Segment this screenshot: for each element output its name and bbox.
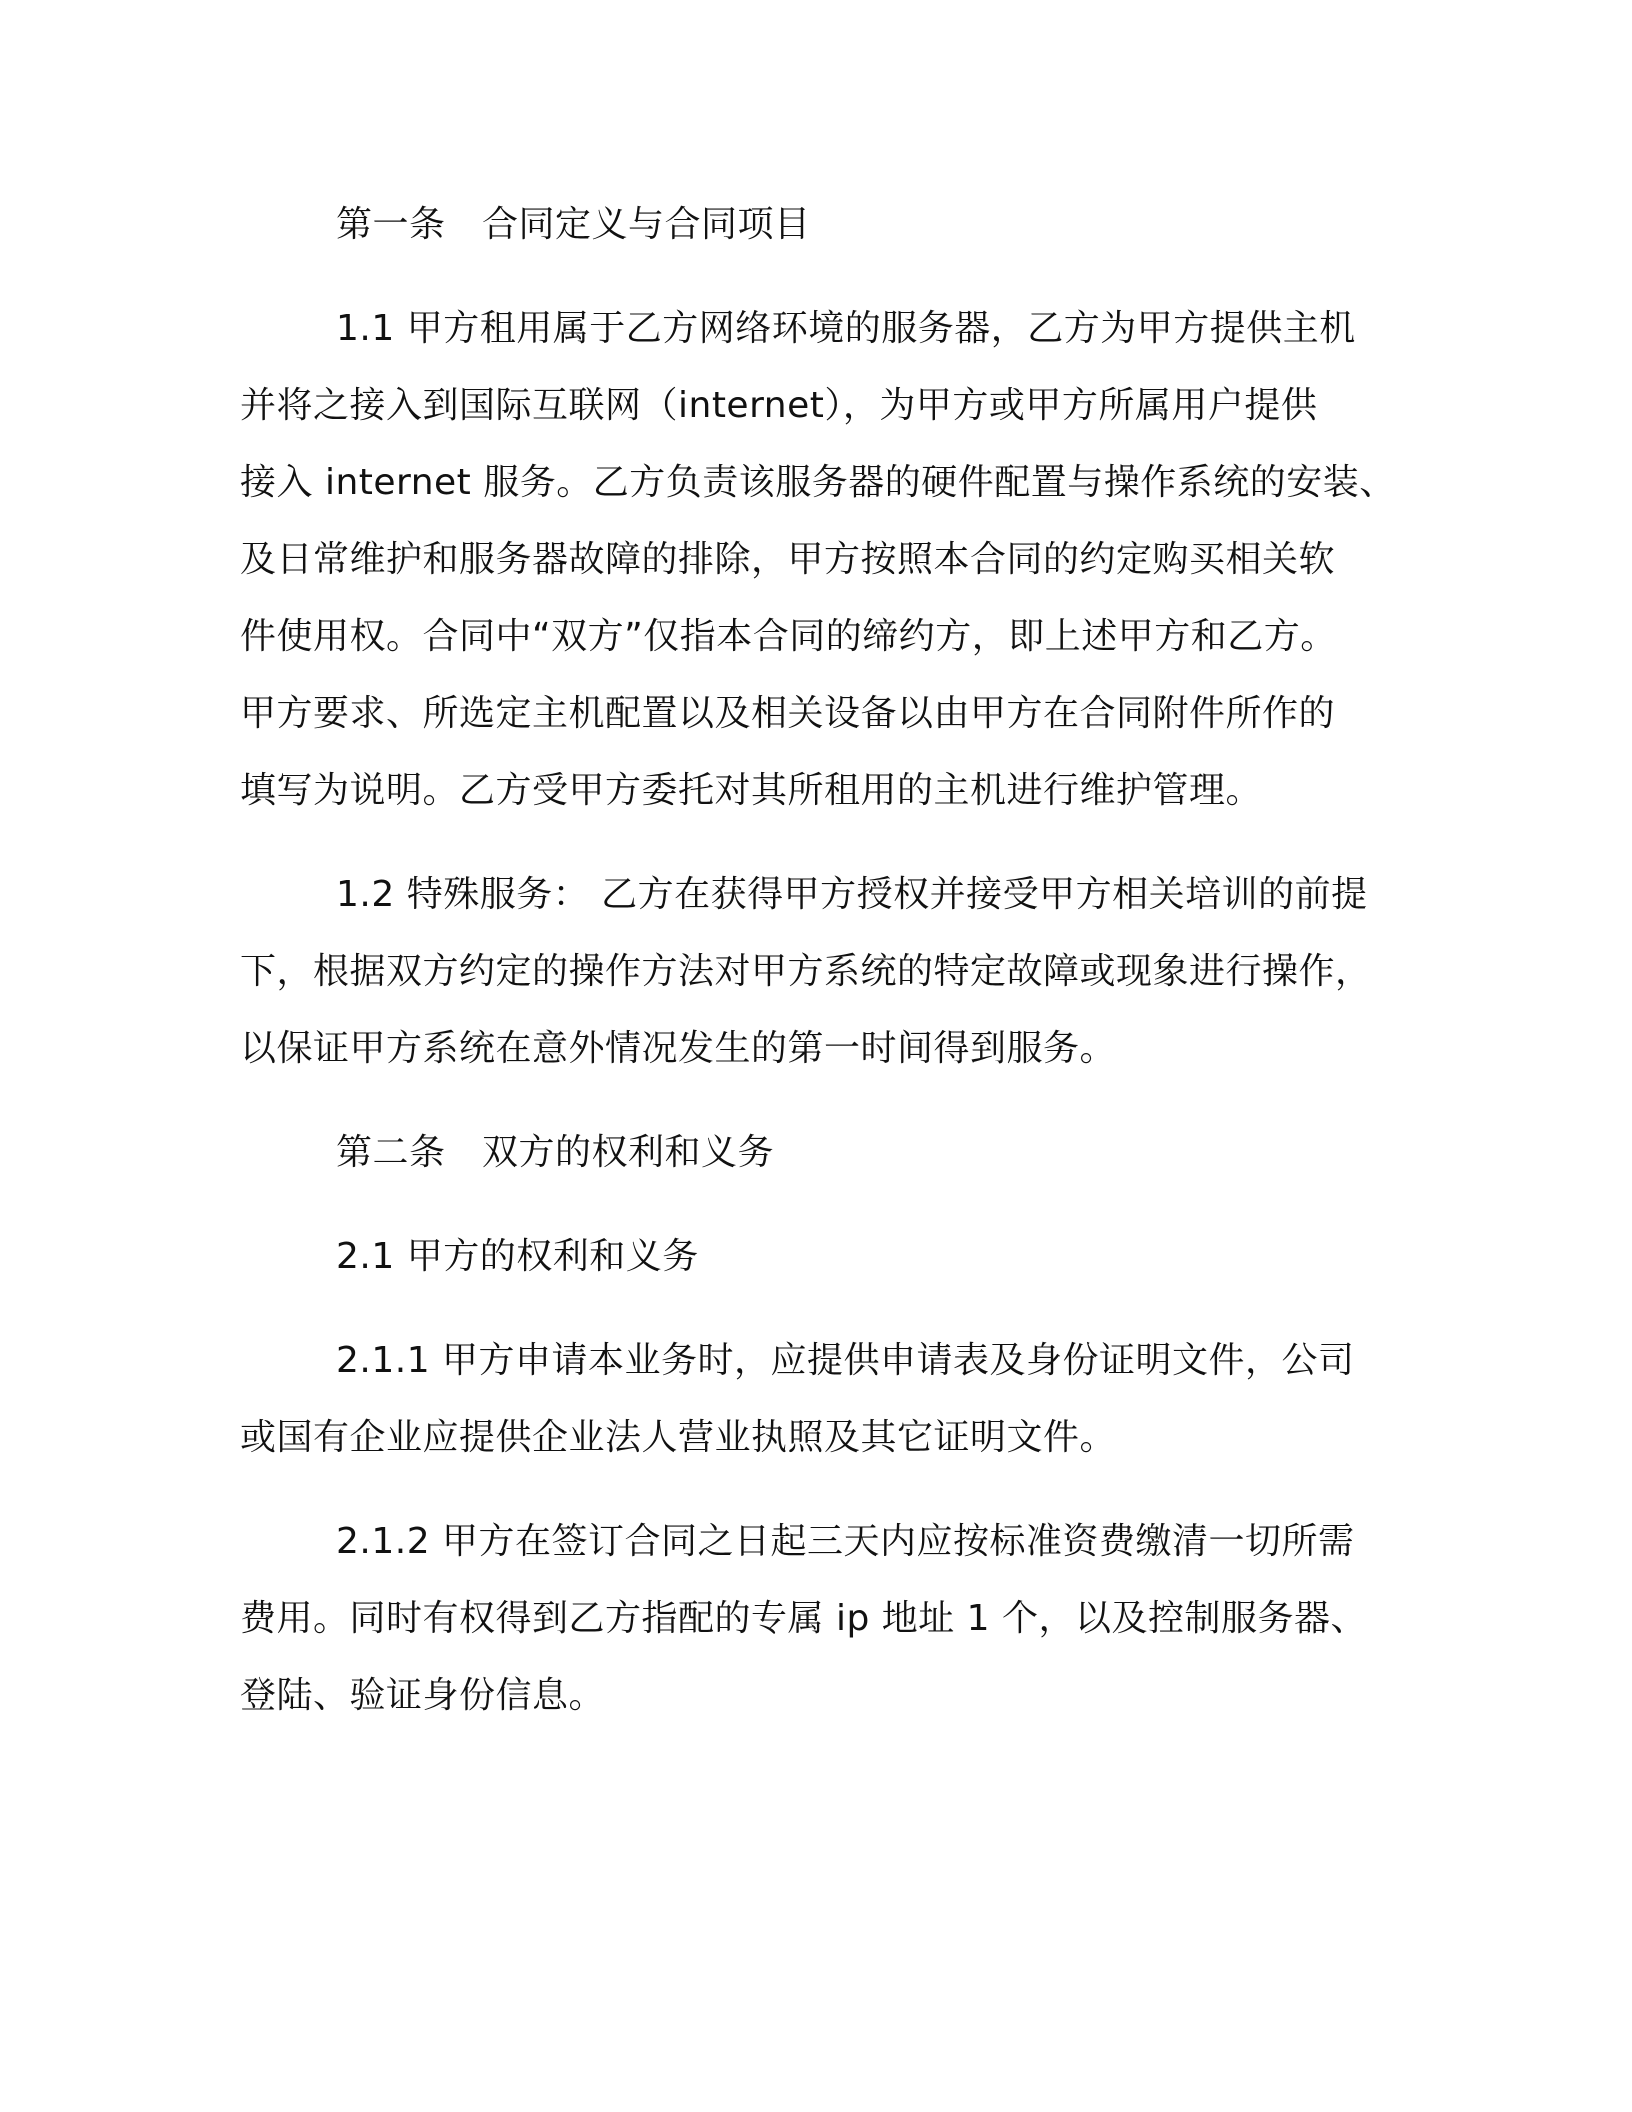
text-line: 及日常维护和服务器故障的排除，甲方按照本合同的约定购买相关软 <box>240 539 1336 580</box>
clause-2-1-2 <box>240 1503 1390 1734</box>
clause-2-1-1 <box>240 1322 1390 1476</box>
text-line: 第一条 合同定义与合同项目 <box>336 204 811 245</box>
text-line: 下，根据双方约定的操作方法对甲方系统的特定故障或现象进行操作， <box>240 951 1372 992</box>
text-line: 接入 internet 服务。乙方负责该服务器的硬件配置与操作系统的安装、 <box>240 462 1396 503</box>
text-line: 费用。同时有权得到乙方指配的专属 ip 地址 1 个，以及控制服务器、 <box>240 1598 1368 1639</box>
text-line: 登陆、验证身份信息。 <box>240 1675 606 1716</box>
clause-1-1 <box>240 290 1396 829</box>
article-2-heading <box>240 1114 1390 1191</box>
clause-1-2 <box>240 856 1390 1087</box>
text-line: 1.2 特殊服务： 乙方在获得甲方授权并接受甲方相关培训的前提 <box>336 874 1368 915</box>
text-line: 1.1 甲方租用属于乙方网络环境的服务器，乙方为甲方提供主机 <box>336 308 1356 349</box>
text-line: 以保证甲方系统在意外情况发生的第一时间得到服务。 <box>240 1028 1117 1069</box>
text-line: 2.1.1 甲方申请本业务时，应提供申请表及身份证明文件，公司 <box>336 1340 1355 1381</box>
text-line: 并将之接入到国际互联网（internet），为甲方或甲方所属用户提供 <box>240 385 1318 426</box>
document-body <box>240 186 1396 1734</box>
text-line: 2.1.2 甲方在签订合同之日起三天内应按标准资费缴清一切所需 <box>336 1521 1355 1562</box>
text-line: 2.1 甲方的权利和义务 <box>336 1236 699 1277</box>
text-line: 件使用权。合同中“双方”仅指本合同的缔约方，即上述甲方和乙方。 <box>240 616 1337 657</box>
text-line: 甲方要求、所选定主机配置以及相关设备以由甲方在合同附件所作的 <box>240 693 1336 734</box>
article-1-heading <box>240 186 1390 263</box>
text-line: 或国有企业应提供企业法人营业执照及其它证明文件。 <box>240 1417 1117 1458</box>
clause-2-1 <box>240 1218 1390 1295</box>
text-line: 填写为说明。乙方受甲方委托对其所租用的主机进行维护管理。 <box>240 770 1263 811</box>
text-line: 第二条 双方的权利和义务 <box>336 1132 775 1173</box>
